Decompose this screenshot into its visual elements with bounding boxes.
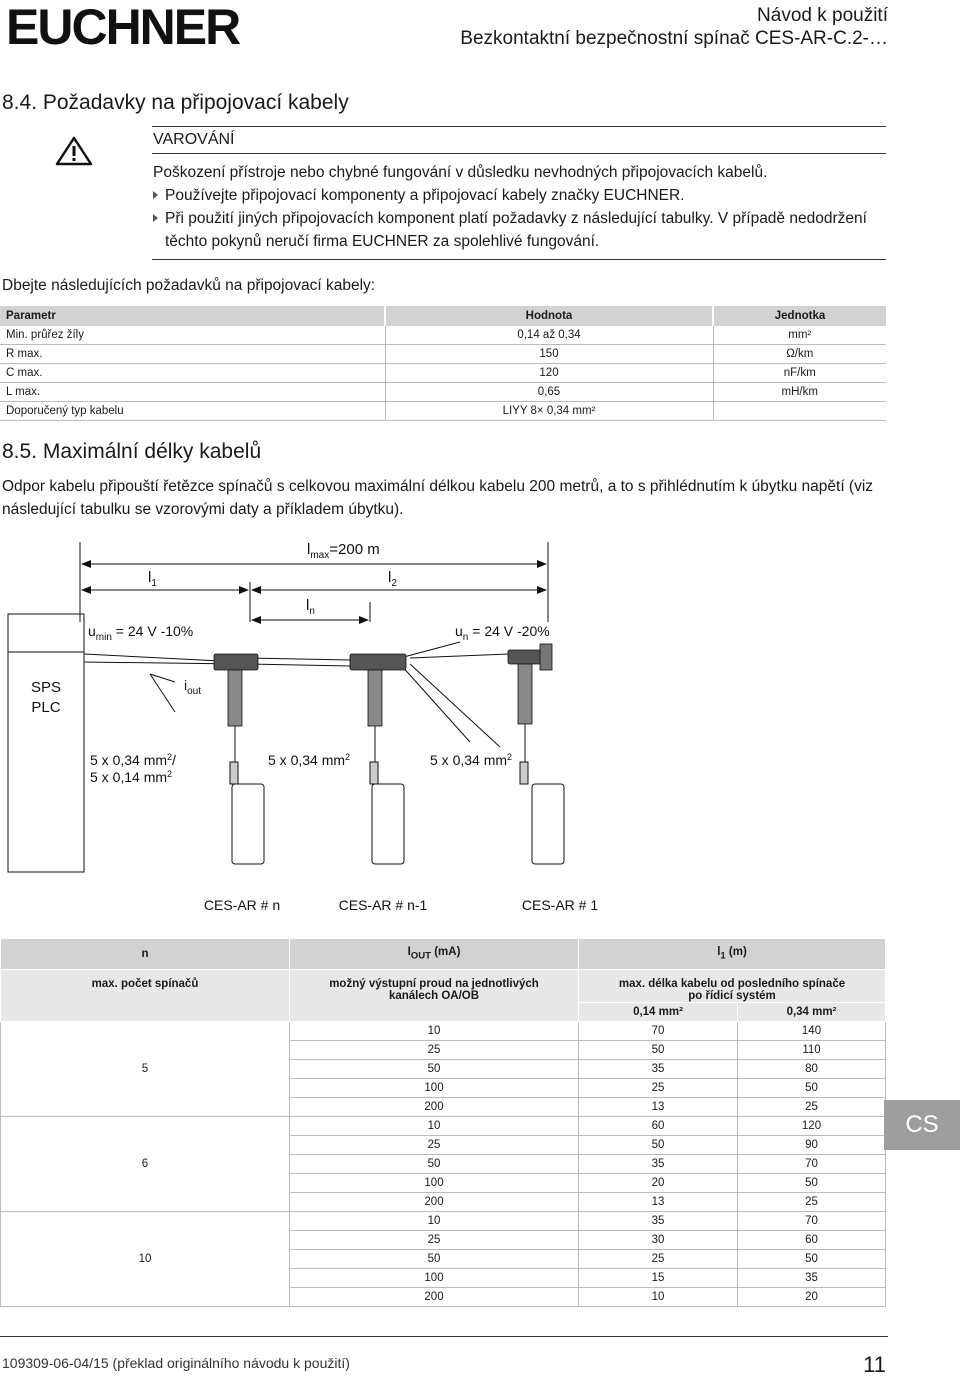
plc-box xyxy=(8,614,84,872)
table-cell: Doporučený typ kabelu xyxy=(0,402,385,421)
table-cell: 80 xyxy=(738,1060,886,1079)
lmax-value: =200 m xyxy=(329,541,380,558)
iout-sub: out xyxy=(187,686,202,697)
table-cell: nF/km xyxy=(713,364,886,383)
group-n-cell: 5 xyxy=(1,1022,290,1117)
warning-bullet: Při použití jiných připojovacích komponent platí požadavky z následující tabulky. V případě nedodržení xyxy=(153,207,883,230)
subheader-cell: možný výstupní proud na jednotlivých kanálech OA/OB xyxy=(290,970,579,1022)
footer-doc-number: 109309-06-04/15 (překlad originálního návodu k použití) xyxy=(2,1355,350,1371)
table-header-row xyxy=(1,939,886,970)
table-row xyxy=(1,1212,886,1231)
ces-ar-device xyxy=(372,784,404,864)
section-text: následující tabulku se vzorovými daty a příkladem úbytku). xyxy=(2,501,404,518)
plc-label-sps: SPS xyxy=(30,679,62,696)
table-subheader-row xyxy=(1,970,886,1003)
requirements-intro: Dbejte následujících požadavků na připojovací kabely: xyxy=(2,277,376,294)
svg-text:5 x 0,34 mm2: 5 x 0,34 $mm^2$ xyxy=(430,752,513,768)
section-text: Odpor kabelu připouští řetězce spínačů s celkovou maximální délkou kabelu 200 metrů, a to s přihlédnutím k úbytku napětí (viz xyxy=(2,478,874,495)
table-cell: 50 xyxy=(738,1079,886,1098)
cable-requirements-table xyxy=(0,306,886,421)
iout-label: i xyxy=(184,677,188,693)
table-cell: 140 xyxy=(738,1022,886,1041)
cable-label: 5 x 0,34 mm xyxy=(90,752,168,768)
table-cell: 35 xyxy=(579,1155,738,1174)
group-n-cell: 10 xyxy=(1,1212,290,1307)
table-row xyxy=(1,1117,886,1136)
table-cell: 13 xyxy=(579,1193,738,1212)
table-row xyxy=(1,1022,886,1041)
table-cell: 60 xyxy=(579,1117,738,1136)
table-cell: 20 xyxy=(738,1288,886,1307)
table-cell: 200 xyxy=(290,1098,579,1117)
warning-bullet-cont: těchto pokynů neručí firma EUCHNER za spolehlivé fungování. xyxy=(165,233,600,250)
table-cell: 50 xyxy=(579,1136,738,1155)
cable-label: 5 x 0,14 mm xyxy=(90,769,168,785)
ln-sub: n xyxy=(309,606,315,617)
table-cell: 70 xyxy=(738,1155,886,1174)
doc-subtitle: Bezkontaktní bezpečnostní spínač CES-AR-C.2-… xyxy=(460,28,888,49)
plc-label-plc: PLC xyxy=(31,699,61,716)
col-header: Hodnota xyxy=(385,306,713,326)
subheader-cell: max. délka kabelu od posledního spínače po řídicí systém xyxy=(579,970,886,1003)
page-number: 11 xyxy=(863,1352,886,1377)
subheader-cell: 0,14 mm² xyxy=(579,1003,738,1022)
table-row xyxy=(0,383,886,402)
svg-text:iout xyxy=(184,677,201,697)
warning-title-rule xyxy=(152,153,886,154)
svg-text:l1 xyxy=(148,569,157,589)
table-cell: 25 xyxy=(290,1041,579,1060)
connector-stem xyxy=(518,664,532,724)
table-cell: Min. průřez žíly xyxy=(0,326,385,345)
table-cell: 200 xyxy=(290,1288,579,1307)
ces-ar-device xyxy=(532,784,564,864)
table-cell: L max. xyxy=(0,383,385,402)
subheader-cell: 0,34 mm² xyxy=(738,1003,886,1022)
col-header: $I_{OUT}$ (mA) xyxy=(290,939,579,970)
table-row xyxy=(0,364,886,383)
table-cell: 35 xyxy=(579,1212,738,1231)
table-cell: 15 xyxy=(579,1269,738,1288)
col-header: $l_1$ (m) xyxy=(579,939,886,970)
footer-rule xyxy=(0,1336,888,1337)
table-cell: 25 xyxy=(290,1231,579,1250)
l1-label: l xyxy=(148,569,152,586)
table-cell: 10 xyxy=(290,1212,579,1231)
table-cell: 25 xyxy=(290,1136,579,1155)
table-cell: 110 xyxy=(738,1041,886,1060)
table-cell: 10 xyxy=(290,1022,579,1041)
svg-text:lmax=200 m xyxy=(307,541,380,561)
device-label-1: CES-AR # 1 xyxy=(521,897,599,913)
col-header: Jednotka xyxy=(713,306,886,326)
warning-bottom-rule xyxy=(152,259,886,260)
svg-text:5 x 0,14 mm2: 5 x 0,14 $mm^2$ xyxy=(90,769,173,785)
table-cell: 25 xyxy=(738,1193,886,1212)
svg-text:un = 24 V -20% xyxy=(455,623,550,643)
doc-title: Návod k použití xyxy=(757,5,888,26)
section-heading-8-5: 8.5. Maximální délky kabelů xyxy=(2,440,262,463)
table-cell: 100 xyxy=(290,1174,579,1193)
table-cell: 10 xyxy=(290,1117,579,1136)
svg-text:5 x 0,34 mm2/: 5 x 0,34 $mm^2/$ xyxy=(90,752,176,768)
table-cell: 100 xyxy=(290,1079,579,1098)
un-sub: n xyxy=(462,632,469,643)
table-cell: C max. xyxy=(0,364,385,383)
un-label: u xyxy=(455,623,463,639)
table-header-row xyxy=(0,306,886,326)
table-row xyxy=(0,402,886,421)
cable-length-diagram xyxy=(0,532,886,922)
table-cell xyxy=(713,402,886,421)
table-cell: 0,65 xyxy=(385,383,713,402)
ln-label: l xyxy=(306,597,310,614)
col-header: Parametr xyxy=(0,306,385,326)
table-cell: mH/km xyxy=(713,383,886,402)
col-header: n xyxy=(1,939,290,970)
section-heading-8-4: 8.4. Požadavky na připojovací kabely xyxy=(2,91,349,114)
table-cell: 50 xyxy=(290,1250,579,1269)
table-row xyxy=(0,345,886,364)
table-cell: 25 xyxy=(738,1098,886,1117)
group-n-cell: 6 xyxy=(1,1117,290,1212)
table-cell: 0,14 až 0,34 xyxy=(385,326,713,345)
max-length-table xyxy=(0,938,886,1307)
table-cell: 70 xyxy=(579,1022,738,1041)
lmax-sub: max xyxy=(310,550,330,561)
table-cell: 120 xyxy=(738,1117,886,1136)
warning-top-rule xyxy=(152,126,886,127)
table-cell: mm² xyxy=(713,326,886,345)
table-cell: 60 xyxy=(738,1231,886,1250)
device-label-n: CES-AR # n xyxy=(203,897,281,913)
table-cell: Ω/km xyxy=(713,345,886,364)
lmax-label: l xyxy=(307,541,311,558)
euchner-logo: EUCHNER xyxy=(6,0,240,55)
connector-stem xyxy=(228,670,242,726)
table-cell: 50 xyxy=(290,1155,579,1174)
warning-bullet: Používejte připojovací komponenty a připojovací kabely značky EUCHNER. xyxy=(153,184,883,207)
table-cell: 30 xyxy=(579,1231,738,1250)
connector-stem xyxy=(368,670,382,726)
table-cell: 25 xyxy=(579,1079,738,1098)
bullet-icon xyxy=(153,191,158,199)
table-cell: LIYY 8× 0,34 mm² xyxy=(385,402,713,421)
table-cell: 50 xyxy=(579,1041,738,1060)
bullet-icon xyxy=(153,214,158,222)
svg-text:ln xyxy=(306,597,315,617)
table-cell: 150 xyxy=(385,345,713,364)
end-plug xyxy=(540,644,552,670)
umin-label: u xyxy=(88,623,96,639)
warning-text: Poškození přístroje nebo chybné fungování v důsledku nevhodných připojovacích kabelů. xyxy=(153,164,768,181)
table-cell: 13 xyxy=(579,1098,738,1117)
svg-text:umin = 24 V -10% xyxy=(88,623,193,643)
l2-label: l xyxy=(388,569,392,586)
table-cell: 120 xyxy=(385,364,713,383)
svg-text:l2 xyxy=(388,569,397,589)
umin-value: = 24 V -10% xyxy=(111,623,194,639)
warning-icon xyxy=(55,136,93,166)
un-value: = 24 V -20% xyxy=(468,623,550,639)
table-cell: 50 xyxy=(290,1060,579,1079)
l2-sub: 2 xyxy=(391,578,397,589)
ces-ar-device xyxy=(232,784,264,864)
t-connector xyxy=(350,654,406,670)
svg-text:5 x 0,34 mm2: 5 x 0,34 $mm^2$ xyxy=(268,752,351,768)
table-cell: 70 xyxy=(738,1212,886,1231)
table-row xyxy=(0,326,886,345)
cable-label: 5 x 0,34 mm xyxy=(430,752,508,768)
l1-sub: 1 xyxy=(151,578,157,589)
language-tab: CS xyxy=(884,1100,960,1150)
cable-label: 5 x 0,34 mm xyxy=(268,752,346,768)
table-cell: 35 xyxy=(738,1269,886,1288)
table-cell: 50 xyxy=(738,1174,886,1193)
table-cell: 35 xyxy=(579,1060,738,1079)
table-cell: 200 xyxy=(290,1193,579,1212)
t-connector xyxy=(508,650,544,664)
table-cell: 90 xyxy=(738,1136,886,1155)
t-connector xyxy=(214,654,258,670)
table-cell: 25 xyxy=(579,1250,738,1269)
subheader-cell: max. počet spínačů xyxy=(1,970,290,1022)
table-cell: 50 xyxy=(738,1250,886,1269)
warning-title: VAROVÁNÍ xyxy=(153,131,235,148)
table-cell: 100 xyxy=(290,1269,579,1288)
table-cell: R max. xyxy=(0,345,385,364)
table-cell: 10 xyxy=(579,1288,738,1307)
table-cell: 20 xyxy=(579,1174,738,1193)
umin-sub: min xyxy=(95,632,112,643)
device-label-n-1: CES-AR # n-1 xyxy=(338,897,428,913)
